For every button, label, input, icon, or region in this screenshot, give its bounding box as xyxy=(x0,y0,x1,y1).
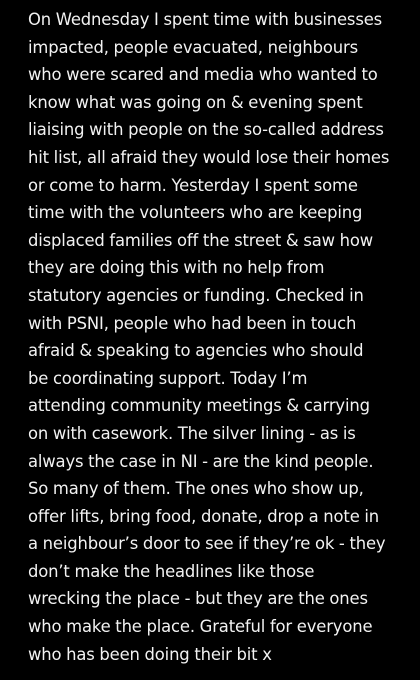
post-line: time with the volunteers who are keeping xyxy=(28,203,363,223)
post-line: attending community meetings & carrying xyxy=(28,396,370,416)
post-line: always the case in NI - are the kind people. xyxy=(28,451,374,471)
post-line: So many of them. The ones who show up, xyxy=(28,479,364,499)
post-line: a neighbour’s door to see if they’re ok - they xyxy=(28,534,386,554)
post-line: liaising with people on the so-called address xyxy=(28,120,384,140)
post-line: afraid & speaking to agencies who should xyxy=(28,341,364,361)
post-line: be coordinating support. Today I’m xyxy=(28,368,308,388)
post-text xyxy=(28,6,396,668)
post-line: don’t make the headlines like those xyxy=(28,561,315,581)
post-line: hit list, all afraid they would lose their homes xyxy=(28,147,390,167)
post-line: statutory agencies or funding. Checked in xyxy=(28,285,364,305)
post-line: wrecking the place - but they are the ones xyxy=(28,589,368,609)
post-line: offer lifts, bring food, donate, drop a note in xyxy=(28,506,380,526)
post-line: on with casework. The silver lining - as is xyxy=(28,423,356,443)
post-line: impacted, people evacuated, neighbours xyxy=(28,37,359,57)
post-line: who were scared and media who wanted to xyxy=(28,65,378,85)
post-line: with PSNI, people who had been in touch xyxy=(28,313,357,333)
post-line: who has been doing their bit x xyxy=(28,644,272,664)
post-line: who make the place. Grateful for everyone xyxy=(28,617,373,637)
post-line: they are doing this with no help from xyxy=(28,258,325,278)
post-line: know what was going on & evening spent xyxy=(28,92,363,112)
post-line: or come to harm. Yesterday I spent some xyxy=(28,175,358,195)
post-line: On Wednesday I spent time with businesses xyxy=(28,10,383,29)
post-line: displaced families off the street & saw how xyxy=(28,230,373,250)
